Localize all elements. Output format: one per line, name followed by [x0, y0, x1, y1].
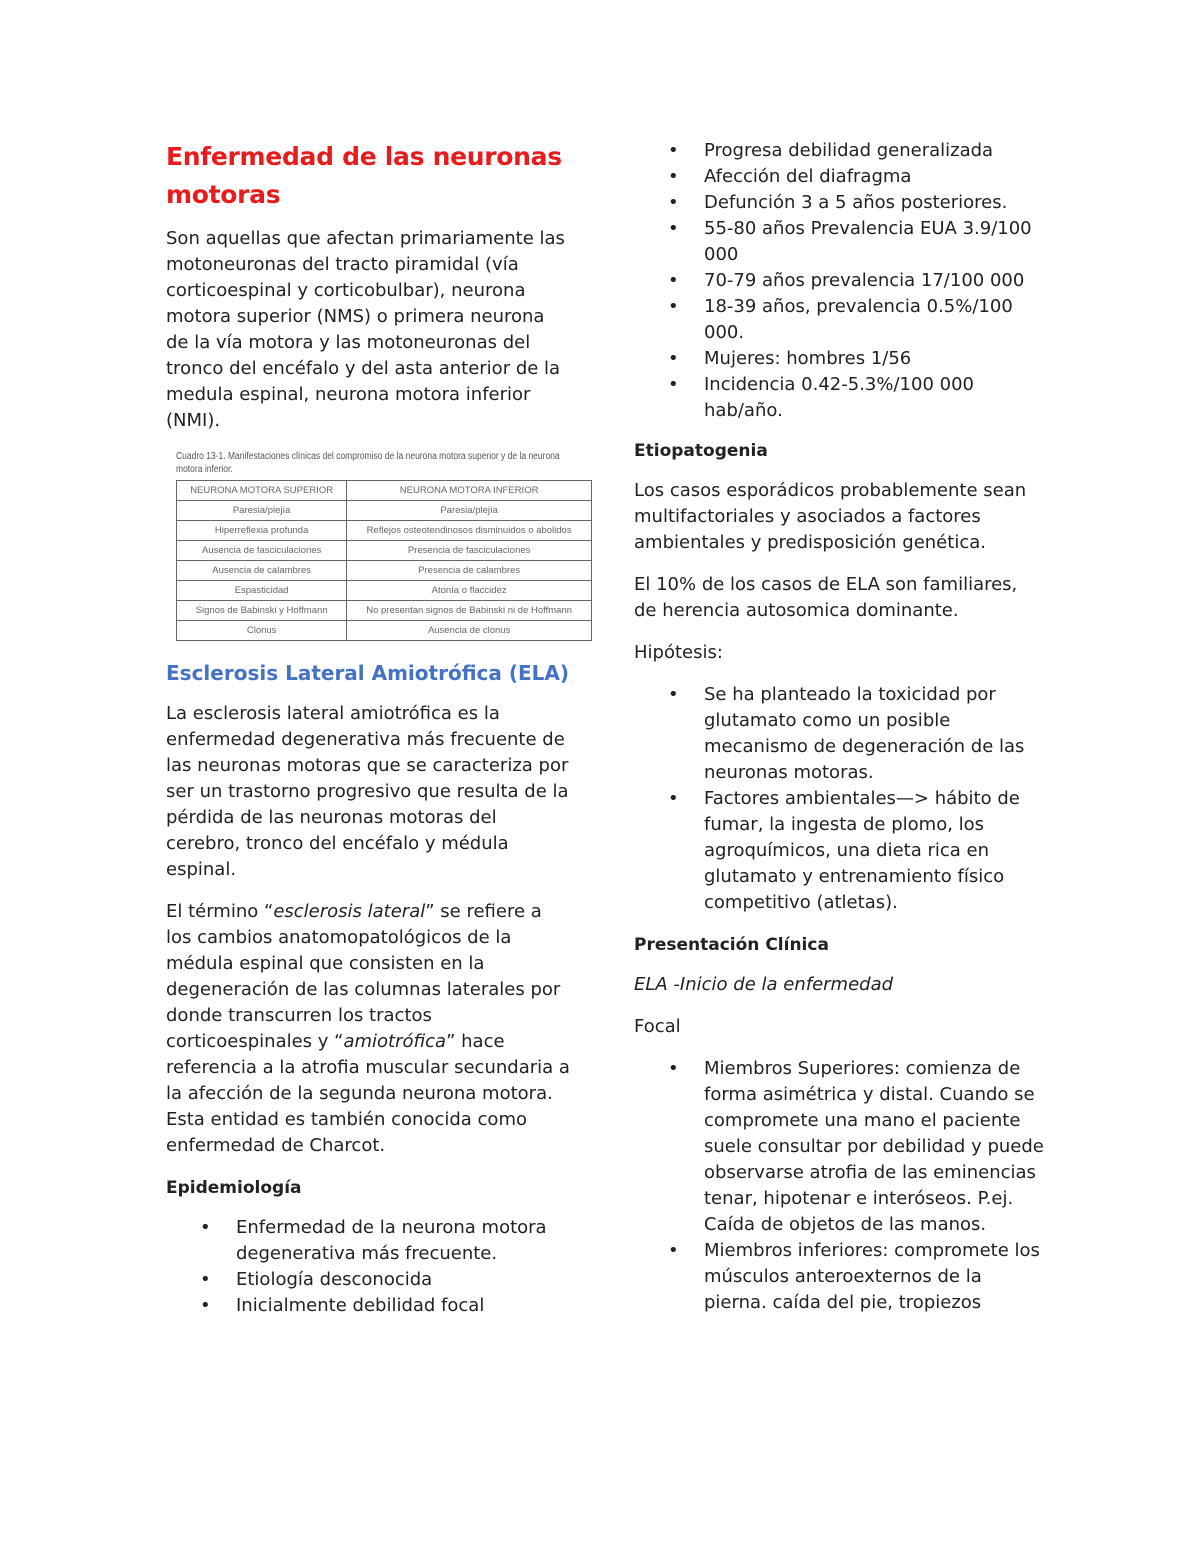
clinical-table — [176, 480, 592, 641]
etiopathogenesis-heading: Etiopatogenia — [634, 441, 768, 461]
table-cell: Clonus — [177, 621, 347, 641]
table-cell: Presencia de fasciculaciones — [347, 541, 592, 561]
table-header: NEURONA MOTORA INFERIOR — [347, 481, 592, 501]
table-row — [177, 561, 592, 581]
table-row — [177, 601, 592, 621]
etio-paragraph-2: El 10% de los casos de ELA son familiares, de herencia autosomica dominante. — [634, 574, 1018, 621]
list-item: • Factores ambientales—> hábito de fumar, la ingesta de plomo, los agroquímicos, una dieta rica en glutamato y entrenamiento físico competitivo (atletas). — [704, 786, 1044, 916]
list-item: • Progresa debilidad generalizada — [704, 138, 1044, 164]
clinical-table-figure — [176, 450, 592, 641]
list-item: • Afección del diafragma — [704, 164, 1044, 190]
italic-term: esclerosis lateral — [273, 901, 426, 922]
list-item: • Enfermedad de la neurona motora degenerativa más frecuente. — [236, 1215, 571, 1267]
clinical-presentation-heading: Presentación Clínica — [634, 935, 829, 955]
table-cell: Hiperreflexia profunda — [177, 521, 347, 541]
table-cell: Presencia de calambres — [347, 561, 592, 581]
ela-paragraph-1: La esclerosis lateral amiotrófica es la enfermedad degenerativa más frecuente de las neuronas motoras que se caracteriza por ser un trastorno progresivo que resulta de la pérdida de las neuronas motoras del cerebro, tronco del encéfalo y médula espinal. — [166, 703, 569, 880]
table-cell: Espasticidad — [177, 581, 347, 601]
table-row — [177, 541, 592, 561]
list-item: • Se ha planteado la toxicidad por glutamato como un posible mecanismo de degeneración de las neuronas motoras. — [704, 682, 1044, 786]
list-item: • Miembros inferiores: compromete los músculos anteroexternos de la pierna. caída del pie, tropiezos — [704, 1238, 1044, 1316]
hypothesis-list — [634, 682, 1044, 916]
list-item: • Miembros Superiores: comienza de forma asimétrica y distal. Cuando se compromete una mano el paciente suele consultar por debilidad y puede observarse atrofia de las eminencias tenar, hipotenar e interóseos. P.ej. Caída de objetos de las manos. — [704, 1056, 1044, 1238]
table-cell: Signos de Babinski y Hoffmann — [177, 601, 347, 621]
focal-list — [634, 1056, 1044, 1316]
list-item: • Mujeres: hombres 1/56 — [704, 346, 1044, 372]
etio-paragraph-1: Los casos esporádicos probablemente sean multifactoriales y asociados a factores ambientales y predisposición genética. — [634, 480, 1027, 553]
ela-paragraph-2 — [166, 899, 571, 1159]
table-row — [177, 581, 592, 601]
text-span: ” se refiere a los cambios anatomopatológicos de la médula espinal que consisten en la degeneración de las columnas laterales por donde transcurren los tractos corticoespinales y “ — [166, 901, 561, 1052]
text-span: El término “ — [166, 901, 274, 922]
table-cell: Ausencia de calambres — [177, 561, 347, 581]
table-row — [177, 501, 592, 521]
table-caption: Cuadro 13-1. Manifestaciones clínicas del compromiso de la neurona motora superior y de la neurona motora inferior. — [176, 451, 560, 475]
hypothesis-label: Hipótesis: — [634, 642, 723, 663]
list-item: • Incidencia 0.42-5.3%/100 000 hab/año. — [704, 372, 1044, 424]
table-cell: No presentan signos de Babinski ni de Hoffmann — [347, 601, 592, 621]
epidemiology-list — [166, 1215, 571, 1319]
table-cell: Ausencia de fasciculaciones — [177, 541, 347, 561]
left-column — [166, 138, 571, 1335]
italic-term: amiotrófica — [343, 1031, 447, 1052]
intro-paragraph: Son aquellas que afectan primariamente las motoneuronas del tracto piramidal (vía corticoespinal y corticobulbar), neurona motora superior (NMS) o primera neurona de la vía motora y las motoneuronas del tronco del encéfalo y del asta anterior de la medula espinal, neurona motora inferior (NMI). — [166, 228, 565, 431]
list-item: • 55-80 años Prevalencia EUA 3.9/100 000 — [704, 216, 1044, 268]
italic-subheading: ELA -Inicio de la enfermedad — [634, 974, 894, 995]
list-item: • Etiología desconocida — [236, 1267, 571, 1293]
right-column — [634, 138, 1044, 1332]
table-cell: Reflejos osteotendinosos disminuidos o abolidos — [347, 521, 592, 541]
table-cell: Paresia/plejía — [177, 501, 347, 521]
table-cell: Atonía o flaccidez — [347, 581, 592, 601]
table-header: NEURONA MOTORA SUPERIOR — [177, 481, 347, 501]
text-span: ” hace referencia a la atrofia muscular secundaria a la afección de la segunda neurona motora. Esta entidad es también conocida como enfermedad de Charcot. — [166, 1031, 570, 1156]
table-cell: Ausencia de clonus — [347, 621, 592, 641]
table-cell: Paresia/plejía — [347, 501, 592, 521]
ela-heading: Esclerosis Lateral Amiotrófica (ELA) — [166, 661, 569, 685]
focal-label: Focal — [634, 1016, 681, 1037]
list-item: • Inicialmente debilidad focal — [236, 1293, 571, 1319]
table-row — [177, 521, 592, 541]
list-item: • 18-39 años, prevalencia 0.5%/100 000. — [704, 294, 1044, 346]
list-item: • Defunción 3 a 5 años posteriores. — [704, 190, 1044, 216]
table-row — [177, 621, 592, 641]
clinical-subheading — [634, 972, 1044, 998]
epidemiology-list-continued — [634, 138, 1044, 424]
epidemiology-heading: Epidemiología — [166, 1178, 302, 1198]
list-item: • 70-79 años prevalencia 17/100 000 — [704, 268, 1044, 294]
page-title: Enfermedad de las neuronas motoras — [166, 142, 562, 209]
